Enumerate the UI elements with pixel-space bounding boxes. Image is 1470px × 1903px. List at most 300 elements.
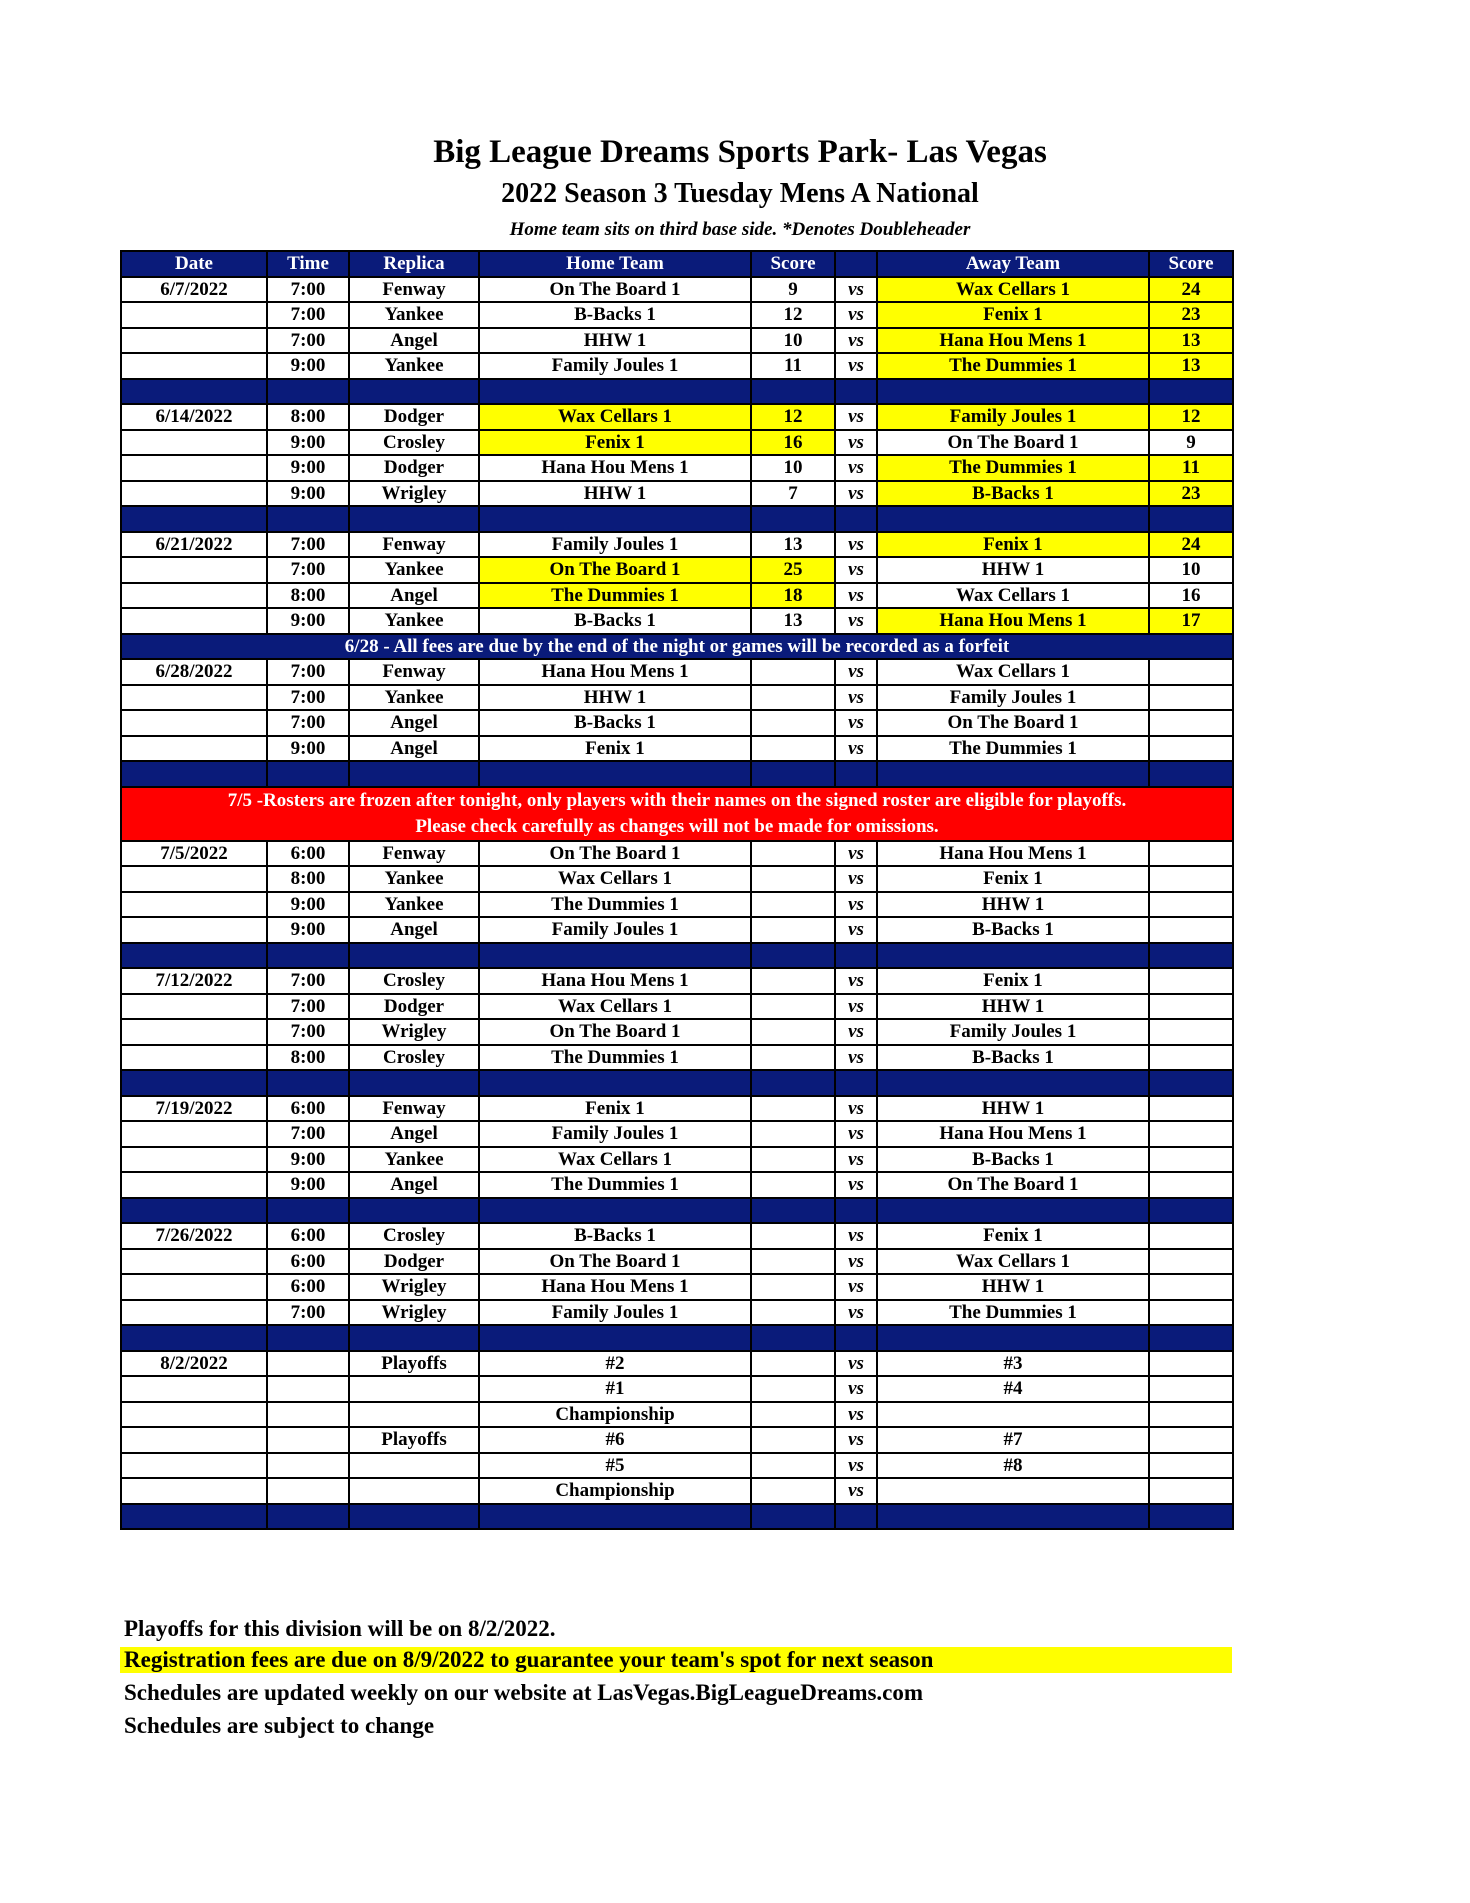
away-team: HHW 1 <box>877 892 1149 918</box>
game-time: 9:00 <box>267 917 349 943</box>
home-score: 13 <box>751 608 835 634</box>
table-row <box>121 1249 1233 1275</box>
game-date: 8/2/2022 <box>121 1351 267 1377</box>
separator-cell <box>267 506 349 532</box>
vs-label: vs <box>835 1045 877 1071</box>
separator-cell <box>877 506 1149 532</box>
away-team: B-Backs 1 <box>877 481 1149 507</box>
home-score <box>751 994 835 1020</box>
table-row <box>121 736 1233 762</box>
home-team: HHW 1 <box>479 481 751 507</box>
vs-label: vs <box>835 1249 877 1275</box>
away-team: The Dummies 1 <box>877 736 1149 762</box>
page-subtitle: 2022 Season 3 Tuesday Mens A National <box>501 178 979 209</box>
away-score: 12 <box>1149 404 1233 430</box>
game-time: 9:00 <box>267 608 349 634</box>
game-field: Playoffs <box>349 1351 479 1377</box>
table-row <box>121 583 1233 609</box>
vs-label: vs <box>835 1274 877 1300</box>
separator-cell <box>349 1198 479 1224</box>
game-date <box>121 1249 267 1275</box>
separator-cell <box>877 379 1149 405</box>
away-score <box>1149 1478 1233 1504</box>
away-score <box>1149 659 1233 685</box>
week-separator <box>121 1070 1233 1096</box>
home-score: 7 <box>751 481 835 507</box>
home-team: Hana Hou Mens 1 <box>479 455 751 481</box>
game-time: 9:00 <box>267 353 349 379</box>
game-field <box>349 1376 479 1402</box>
home-score <box>751 1478 835 1504</box>
game-field: Fenway <box>349 277 479 303</box>
home-score: 25 <box>751 557 835 583</box>
game-date <box>121 1045 267 1071</box>
away-score: 24 <box>1149 277 1233 303</box>
separator-cell <box>121 943 267 969</box>
game-field: Yankee <box>349 866 479 892</box>
away-team: Family Joules 1 <box>877 1019 1149 1045</box>
separator-cell <box>479 1504 751 1530</box>
separator-cell <box>1149 1070 1233 1096</box>
vs-label: vs <box>835 1402 877 1428</box>
separator-cell <box>267 761 349 787</box>
header-note: Home team sits on third base side. *Denotes Doubleheader <box>509 219 971 240</box>
away-score <box>1149 866 1233 892</box>
vs-label: vs <box>835 1300 877 1326</box>
away-score: 13 <box>1149 353 1233 379</box>
away-score <box>1149 994 1233 1020</box>
vs-label: vs <box>835 1172 877 1198</box>
home-team: Wax Cellars 1 <box>479 994 751 1020</box>
home-team: Hana Hou Mens 1 <box>479 1274 751 1300</box>
separator-cell <box>835 1070 877 1096</box>
table-row <box>121 455 1233 481</box>
away-team: #4 <box>877 1376 1149 1402</box>
col-away-score: Score <box>1149 251 1233 277</box>
vs-label: vs <box>835 1453 877 1479</box>
away-score <box>1149 1019 1233 1045</box>
table-row <box>121 659 1233 685</box>
game-date <box>121 302 267 328</box>
away-team: Fenix 1 <box>877 866 1149 892</box>
home-score <box>751 736 835 762</box>
home-team: #1 <box>479 1376 751 1402</box>
separator-cell <box>479 1325 751 1351</box>
game-time: 7:00 <box>267 1019 349 1045</box>
separator-cell <box>267 1325 349 1351</box>
table-row <box>121 1274 1233 1300</box>
away-score <box>1149 1274 1233 1300</box>
away-score <box>1149 1172 1233 1198</box>
table-row <box>121 1223 1233 1249</box>
game-time: 7:00 <box>267 659 349 685</box>
table-row <box>121 685 1233 711</box>
separator-cell <box>479 506 751 532</box>
separator-cell <box>835 506 877 532</box>
separator-cell <box>121 1198 267 1224</box>
separator-cell <box>349 943 479 969</box>
vs-label: vs <box>835 659 877 685</box>
game-date: 7/12/2022 <box>121 968 267 994</box>
game-time: 8:00 <box>267 866 349 892</box>
table-row <box>121 1045 1233 1071</box>
game-time: 9:00 <box>267 481 349 507</box>
game-date <box>121 608 267 634</box>
game-field <box>349 1478 479 1504</box>
separator-cell <box>267 1198 349 1224</box>
home-team: Wax Cellars 1 <box>479 1147 751 1173</box>
home-score: 10 <box>751 328 835 354</box>
away-score <box>1149 1453 1233 1479</box>
home-score <box>751 1147 835 1173</box>
separator-cell <box>121 761 267 787</box>
away-team: #7 <box>877 1427 1149 1453</box>
away-team: B-Backs 1 <box>877 1147 1149 1173</box>
game-field: Angel <box>349 1121 479 1147</box>
away-team: The Dummies 1 <box>877 353 1149 379</box>
game-field: Fenway <box>349 659 479 685</box>
game-date <box>121 994 267 1020</box>
table-row <box>121 404 1233 430</box>
game-time: 7:00 <box>267 685 349 711</box>
separator-cell <box>877 761 1149 787</box>
vs-label: vs <box>835 1223 877 1249</box>
fee-notice <box>121 634 1233 660</box>
home-team: On The Board 1 <box>479 1019 751 1045</box>
away-team: Wax Cellars 1 <box>877 583 1149 609</box>
separator-cell <box>877 943 1149 969</box>
separator-cell <box>877 1325 1149 1351</box>
table-row <box>121 1019 1233 1045</box>
game-time: 7:00 <box>267 277 349 303</box>
vs-label: vs <box>835 583 877 609</box>
separator-cell <box>267 1504 349 1530</box>
table-row <box>121 557 1233 583</box>
vs-label: vs <box>835 1019 877 1045</box>
separator-cell <box>1149 379 1233 405</box>
home-team: #2 <box>479 1351 751 1377</box>
separator-cell <box>835 1504 877 1530</box>
away-team: HHW 1 <box>877 557 1149 583</box>
away-team: The Dummies 1 <box>877 1300 1149 1326</box>
game-field: Fenway <box>349 841 479 867</box>
vs-label: vs <box>835 277 877 303</box>
separator-cell <box>751 379 835 405</box>
vs-label: vs <box>835 994 877 1020</box>
game-date <box>121 583 267 609</box>
away-score: 10 <box>1149 557 1233 583</box>
home-score <box>751 841 835 867</box>
table-row <box>121 481 1233 507</box>
home-score <box>751 1376 835 1402</box>
game-date <box>121 1121 267 1147</box>
vs-label: vs <box>835 532 877 558</box>
vs-label: vs <box>835 1427 877 1453</box>
separator-cell <box>835 379 877 405</box>
game-field: Crosley <box>349 1223 479 1249</box>
table-row <box>121 277 1233 303</box>
game-field: Yankee <box>349 1147 479 1173</box>
separator-cell <box>121 1504 267 1530</box>
away-score <box>1149 917 1233 943</box>
game-date <box>121 866 267 892</box>
game-date <box>121 1172 267 1198</box>
home-score <box>751 1172 835 1198</box>
separator-cell <box>751 761 835 787</box>
game-date: 7/19/2022 <box>121 1096 267 1122</box>
week-separator <box>121 379 1233 405</box>
game-date <box>121 353 267 379</box>
week-separator <box>121 943 1233 969</box>
vs-label: vs <box>835 1147 877 1173</box>
away-team: Fenix 1 <box>877 1223 1149 1249</box>
game-date: 6/14/2022 <box>121 404 267 430</box>
away-team <box>877 1478 1149 1504</box>
week-separator <box>121 761 1233 787</box>
game-field: Crosley <box>349 968 479 994</box>
vs-label: vs <box>835 1376 877 1402</box>
table-row <box>121 430 1233 456</box>
away-score: 17 <box>1149 608 1233 634</box>
table-row <box>121 608 1233 634</box>
away-team: Hana Hou Mens 1 <box>877 1121 1149 1147</box>
home-score <box>751 1427 835 1453</box>
away-score <box>1149 1096 1233 1122</box>
home-score <box>751 968 835 994</box>
col-vs <box>835 251 877 277</box>
home-team: B-Backs 1 <box>479 710 751 736</box>
away-score <box>1149 968 1233 994</box>
game-field: Fenway <box>349 532 479 558</box>
game-time: 9:00 <box>267 1172 349 1198</box>
game-time: 6:00 <box>267 1223 349 1249</box>
vs-label: vs <box>835 328 877 354</box>
game-time: 6:00 <box>267 1274 349 1300</box>
table-row <box>121 1121 1233 1147</box>
away-score <box>1149 1249 1233 1275</box>
col-home-team: Home Team <box>479 251 751 277</box>
vs-label: vs <box>835 557 877 583</box>
separator-cell <box>479 379 751 405</box>
game-time: 6:00 <box>267 841 349 867</box>
home-team: Family Joules 1 <box>479 917 751 943</box>
home-score <box>751 1453 835 1479</box>
separator-cell <box>751 1325 835 1351</box>
vs-label: vs <box>835 1478 877 1504</box>
vs-label: vs <box>835 353 877 379</box>
separator-cell <box>835 761 877 787</box>
separator-cell <box>479 1198 751 1224</box>
home-team: HHW 1 <box>479 328 751 354</box>
game-time: 7:00 <box>267 968 349 994</box>
home-team: B-Backs 1 <box>479 302 751 328</box>
vs-label: vs <box>835 736 877 762</box>
away-score: 11 <box>1149 455 1233 481</box>
table-row <box>121 328 1233 354</box>
game-field: Angel <box>349 710 479 736</box>
away-score: 13 <box>1149 328 1233 354</box>
game-date <box>121 430 267 456</box>
vs-label: vs <box>835 455 877 481</box>
away-score <box>1149 1121 1233 1147</box>
home-team: Family Joules 1 <box>479 1300 751 1326</box>
separator-cell <box>835 1198 877 1224</box>
game-field: Dodger <box>349 994 479 1020</box>
game-field: Playoffs <box>349 1427 479 1453</box>
home-score: 16 <box>751 430 835 456</box>
vs-label: vs <box>835 404 877 430</box>
table-row <box>121 1427 1233 1453</box>
game-time: 7:00 <box>267 557 349 583</box>
game-date <box>121 455 267 481</box>
away-team: On The Board 1 <box>877 710 1149 736</box>
table-row <box>121 710 1233 736</box>
game-time: 9:00 <box>267 736 349 762</box>
game-time <box>267 1402 349 1428</box>
separator-cell <box>877 1070 1149 1096</box>
fee-notice-cell <box>121 634 1233 660</box>
game-time: 9:00 <box>267 1147 349 1173</box>
schedule-table <box>120 250 1234 1530</box>
separator-cell <box>1149 1325 1233 1351</box>
game-time: 7:00 <box>267 1300 349 1326</box>
game-date <box>121 1376 267 1402</box>
game-time: 8:00 <box>267 1045 349 1071</box>
game-date <box>121 481 267 507</box>
separator-cell <box>751 1070 835 1096</box>
week-separator <box>121 1325 1233 1351</box>
table-row <box>121 1172 1233 1198</box>
home-score: 10 <box>751 455 835 481</box>
separator-cell <box>877 1198 1149 1224</box>
home-team: #6 <box>479 1427 751 1453</box>
table-row <box>121 917 1233 943</box>
home-team: #5 <box>479 1453 751 1479</box>
table-row <box>121 1300 1233 1326</box>
game-field: Yankee <box>349 353 479 379</box>
week-separator <box>121 1198 1233 1224</box>
game-date: 6/21/2022 <box>121 532 267 558</box>
vs-label: vs <box>835 917 877 943</box>
table-row <box>121 968 1233 994</box>
game-date: 6/7/2022 <box>121 277 267 303</box>
page-title: Big League Dreams Sports Park- Las Vegas <box>433 134 1047 170</box>
away-team: HHW 1 <box>877 994 1149 1020</box>
away-team: On The Board 1 <box>877 430 1149 456</box>
footer-playoffs-note: Playoffs for this division will be on 8/2/2022. <box>124 1616 556 1641</box>
separator-cell <box>751 506 835 532</box>
home-team: On The Board 1 <box>479 277 751 303</box>
away-team: #8 <box>877 1453 1149 1479</box>
game-field: Angel <box>349 583 479 609</box>
footer-change-note: Schedules are subject to change <box>124 1713 435 1738</box>
home-score <box>751 1351 835 1377</box>
home-team: The Dummies 1 <box>479 1172 751 1198</box>
game-time: 9:00 <box>267 892 349 918</box>
away-team: Family Joules 1 <box>877 685 1149 711</box>
vs-label: vs <box>835 710 877 736</box>
table-row <box>121 841 1233 867</box>
game-time <box>267 1453 349 1479</box>
separator-cell <box>349 1325 479 1351</box>
separator-cell <box>349 1504 479 1530</box>
game-date <box>121 892 267 918</box>
week-separator <box>121 1504 1233 1530</box>
game-date <box>121 1300 267 1326</box>
home-score: 11 <box>751 353 835 379</box>
separator-cell <box>349 379 479 405</box>
table-row <box>121 1376 1233 1402</box>
game-time: 7:00 <box>267 328 349 354</box>
home-team: B-Backs 1 <box>479 1223 751 1249</box>
separator-cell <box>479 761 751 787</box>
game-date <box>121 557 267 583</box>
away-score <box>1149 1351 1233 1377</box>
roster-alert-text: 7/5 -Rosters are frozen after tonight, only players with their names on the signed roster are eligible for playoffs. <box>227 789 1127 811</box>
away-score <box>1149 1427 1233 1453</box>
game-date: 7/26/2022 <box>121 1223 267 1249</box>
game-time: 7:00 <box>267 994 349 1020</box>
vs-label: vs <box>835 685 877 711</box>
game-date <box>121 1478 267 1504</box>
home-score <box>751 1019 835 1045</box>
away-team: Fenix 1 <box>877 302 1149 328</box>
away-score <box>1149 1300 1233 1326</box>
home-score: 9 <box>751 277 835 303</box>
game-time: 8:00 <box>267 583 349 609</box>
footer-website-note: Schedules are updated weekly on our website at LasVegas.BigLeagueDreams.com <box>124 1680 924 1705</box>
away-team: Wax Cellars 1 <box>877 659 1149 685</box>
vs-label: vs <box>835 1096 877 1122</box>
table-row <box>121 1402 1233 1428</box>
away-score <box>1149 1376 1233 1402</box>
vs-label: vs <box>835 1121 877 1147</box>
home-team: Fenix 1 <box>479 736 751 762</box>
away-score <box>1149 736 1233 762</box>
game-field: Crosley <box>349 1045 479 1071</box>
col-date: Date <box>121 251 267 277</box>
away-team: On The Board 1 <box>877 1172 1149 1198</box>
separator-cell <box>121 506 267 532</box>
game-field: Angel <box>349 917 479 943</box>
game-field: Angel <box>349 328 479 354</box>
game-field: Yankee <box>349 302 479 328</box>
away-team <box>877 1402 1149 1428</box>
away-score <box>1149 710 1233 736</box>
table-row <box>121 1351 1233 1377</box>
home-team: HHW 1 <box>479 685 751 711</box>
game-date <box>121 1453 267 1479</box>
game-field: Yankee <box>349 557 479 583</box>
away-score <box>1149 892 1233 918</box>
home-team: Family Joules 1 <box>479 532 751 558</box>
away-score: 9 <box>1149 430 1233 456</box>
away-team: Family Joules 1 <box>877 404 1149 430</box>
away-team: HHW 1 <box>877 1096 1149 1122</box>
game-field: Wrigley <box>349 1274 479 1300</box>
table-row <box>121 1478 1233 1504</box>
game-time: 7:00 <box>267 532 349 558</box>
game-field: Fenway <box>349 1096 479 1122</box>
away-score <box>1149 1147 1233 1173</box>
table-row <box>121 532 1233 558</box>
game-time <box>267 1376 349 1402</box>
col-home-score: Score <box>751 251 835 277</box>
roster-alert-cell <box>121 787 1233 841</box>
separator-cell <box>479 943 751 969</box>
game-field <box>349 1402 479 1428</box>
separator-cell <box>835 1325 877 1351</box>
